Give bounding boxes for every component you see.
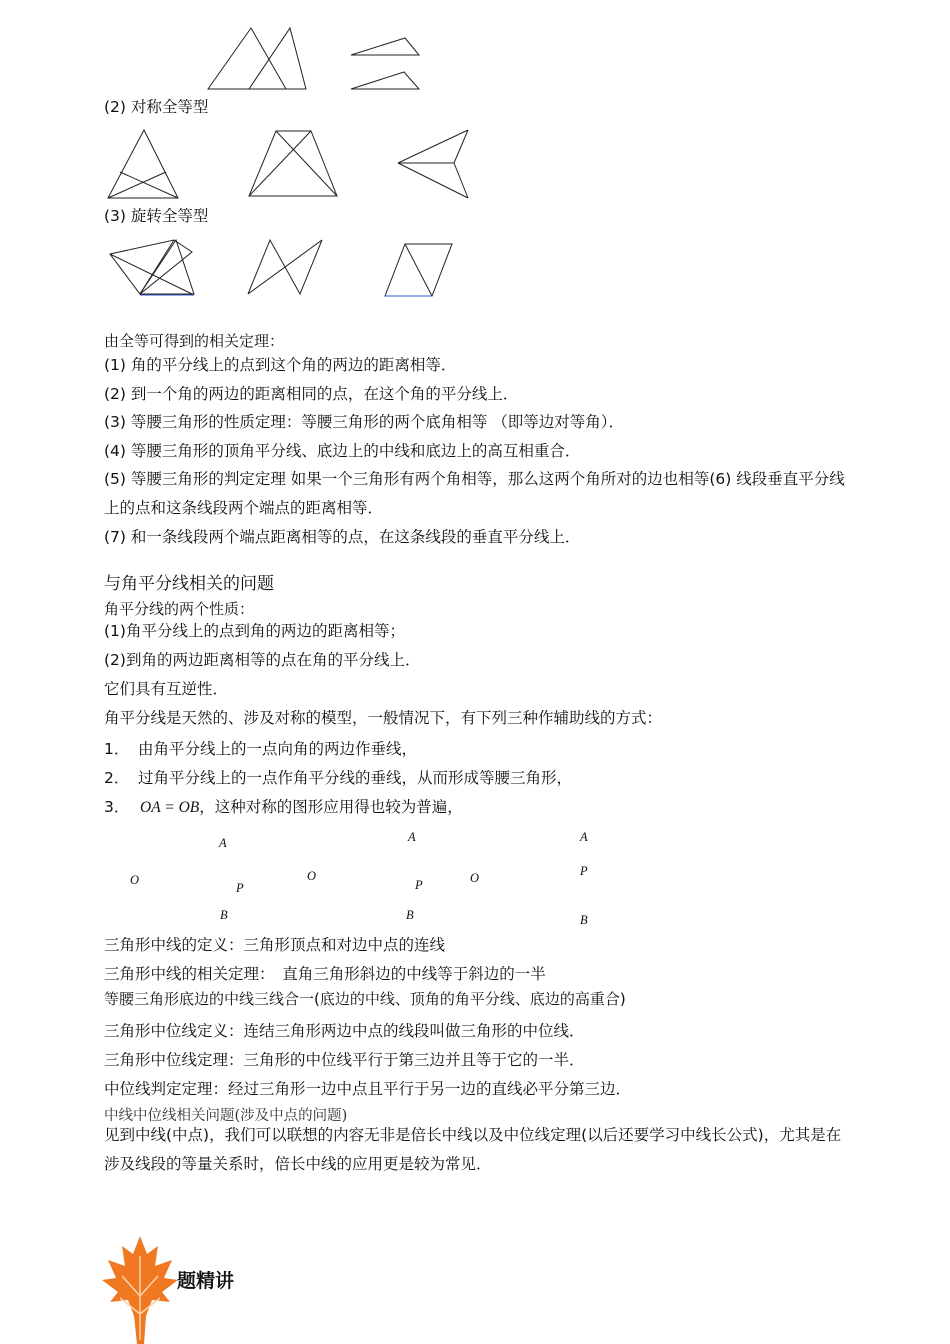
method-number: 2．	[104, 769, 130, 787]
point-label-a: A	[219, 836, 227, 850]
related-problems-title: 中线中位线相关问题(涉及中点的问题)	[104, 1108, 348, 1124]
inverse-note: 它们具有互逆性．	[104, 680, 229, 698]
section-title-example-problems: 题精讲	[177, 1270, 235, 1292]
symmetric-congruence-label: (2) 对称全等型	[104, 98, 209, 116]
point-label-b: B	[406, 908, 414, 922]
method-text: 过角平分线上的一点作角平分线的垂线，从而形成等腰三角形，	[138, 769, 573, 787]
point-label-a: A	[580, 830, 588, 844]
theorem-item-7: (7) 和一条线段两个端点距离相等的点，在这条线段的垂直平分线上．	[104, 528, 581, 546]
isosceles-median-note: 等腰三角形底边的中线三线合一(底边的中线、顶角的角平分线、底边的高重合)	[104, 990, 626, 1008]
point-label-o: O	[307, 869, 317, 883]
point-label-p: P	[580, 864, 588, 878]
method-1	[104, 739, 417, 759]
median-definition: 三角形中线的定义：三角形顶点和对边中点的连线	[104, 936, 446, 954]
theorem-item: (3) 等腰三角形的性质定理：等腰三角形的两个底角相等 （即等边对等角）．	[104, 413, 625, 431]
rotation-congruence-label: (3) 旋转全等型	[104, 207, 209, 225]
theorems-intro: 由全等可得到的相关定理：	[104, 332, 285, 350]
property-2: (2)到角的两边距离相等的点在角的平分线上．	[104, 651, 421, 669]
method-number: 1．	[104, 740, 130, 758]
symmetric-congruence-figures	[106, 126, 476, 200]
theorem-item-5-6: (5) 等腰三角形的判定定理 如果一个三角形有两个角相等，那么这两个角所对的边也相等(6) 线段垂直平分线上的点和这条线段两个端点的距离相等．	[104, 470, 845, 517]
point-label-p: P	[236, 881, 244, 895]
point-label-p: P	[415, 878, 423, 892]
model-intro: 角平分线是天然的、涉及对称的模型，一般情况下，有下列三种作辅助线的方式：	[104, 709, 663, 727]
translation-congruence-figures	[205, 26, 425, 92]
property-1: (1)角平分线上的点到角的两边的距离相等；	[104, 622, 405, 640]
midline-judgement: 中位线判定定理：经过三角形一边中点且平行于另一边的直线必平分第三边．	[104, 1080, 632, 1098]
formula-oa-ob: OA = OB	[140, 799, 200, 816]
method-number: 3．	[104, 798, 130, 816]
method-text: 由角平分线上的一点向角的两边作垂线，	[138, 740, 418, 758]
point-label-b: B	[580, 913, 588, 927]
theorem-item: (2) 到一个角的两边的距离相同的点，在这个角的平分线上．	[104, 385, 519, 403]
method-2	[104, 768, 572, 788]
median-theorem: 三角形中线的相关定理： 直角三角形斜边的中线等于斜边的一半	[104, 965, 546, 983]
maple-leaf-icon	[100, 1236, 180, 1344]
section-heading-angle-bisector: 与角平分线相关的问题	[104, 574, 274, 594]
point-label-o: O	[130, 873, 140, 887]
rotation-congruence-figures	[106, 236, 456, 300]
theorem-item: (4) 等腰三角形的顶角平分线、底边上的中线和底边上的高互相重合．	[104, 442, 581, 460]
properties-title: 角平分线的两个性质：	[104, 600, 255, 618]
point-label-b: B	[220, 908, 228, 922]
theorem-item: (1) 角的平分线上的点到这个角的两边的距离相等．	[104, 356, 457, 374]
point-label-o: O	[470, 871, 480, 885]
related-problems-text: 见到中线(中点)，我们可以联想的内容无非是倍长中线以及中位线定理(以后还要学习中线长公式)，尤其是在涉及线段的等量关系时，倍长中线的应用更是较为常见．	[104, 1126, 842, 1173]
midline-theorem: 三角形中位线定理：三角形的中位线平行于第三边并且等于它的一半．	[104, 1051, 585, 1069]
point-label-a: A	[408, 830, 416, 844]
midline-definition: 三角形中位线定义：连结三角形两边中点的线段叫做三角形的中位线．	[104, 1022, 585, 1040]
method-text: ，这种对称的图形应用得也较为普遍，	[199, 798, 463, 816]
method-3	[104, 797, 463, 818]
